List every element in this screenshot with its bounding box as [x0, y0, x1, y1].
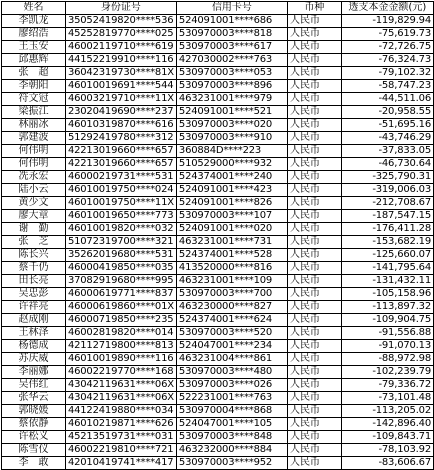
cell-id-number: 46010019820****032 — [65, 223, 176, 236]
cell-currency: 人民币 — [287, 353, 341, 366]
cell-card-number: 463230000****827 — [176, 301, 287, 314]
cell-id-number: 37082919680****995 — [65, 275, 176, 288]
cell-currency: 人民币 — [287, 262, 341, 275]
cell-overdraft-amount: -76,324.73 — [341, 54, 433, 67]
cell-overdraft-amount: -79,336.72 — [341, 379, 433, 392]
cell-currency: 人民币 — [287, 106, 341, 119]
cell-id-number: 43042119631****06X — [65, 392, 176, 405]
cell-name: 廖大章 — [2, 210, 66, 223]
cell-card-number: 530970003****818 — [176, 28, 287, 41]
cell-name: 郭晓媛 — [2, 405, 66, 418]
cell-card-number: 463231001****731 — [176, 236, 287, 249]
table-row — [2, 262, 434, 275]
table-row — [2, 158, 434, 171]
cell-currency: 人民币 — [287, 80, 341, 93]
cell-currency: 人民币 — [287, 249, 341, 262]
table-row — [2, 275, 434, 288]
cell-id-number: 35052419820****536 — [65, 15, 176, 28]
cell-overdraft-amount: -43,746.29 — [341, 132, 433, 145]
cell-name: 赵成刚 — [2, 314, 66, 327]
cell-overdraft-amount: -83,606.67 — [341, 457, 433, 470]
cell-card-number: 524374001****240 — [176, 171, 287, 184]
table-row — [2, 340, 434, 353]
table-row — [2, 431, 434, 444]
cell-name: 郭建波 — [2, 132, 66, 145]
cell-overdraft-amount: -102,239.79 — [341, 366, 433, 379]
table-row — [2, 41, 434, 54]
cell-overdraft-amount: -75,619.73 — [341, 28, 433, 41]
cell-card-number: 530970003****910 — [176, 132, 287, 145]
cell-overdraft-amount: -113,897.32 — [341, 301, 433, 314]
cell-id-number: 43042119631****06X — [65, 379, 176, 392]
cell-overdraft-amount: -72,726.75 — [341, 41, 433, 54]
cell-id-number: 46002219810****721 — [65, 444, 176, 457]
table-row — [2, 28, 434, 41]
cell-currency: 人民币 — [287, 67, 341, 80]
cell-card-number: 530970003****848 — [176, 431, 287, 444]
cell-id-number: 46002819820****014 — [65, 327, 176, 340]
cell-id-number: 44122419880****034 — [65, 405, 176, 418]
cell-overdraft-amount: -51,695.16 — [341, 119, 433, 132]
cell-id-number: 51072319700****321 — [65, 236, 176, 249]
cell-currency: 人民币 — [287, 15, 341, 28]
cell-name: 陈雪仪 — [2, 444, 66, 457]
cell-currency: 人民币 — [287, 93, 341, 106]
table-row — [2, 366, 434, 379]
cell-card-number: 427030002****763 — [176, 54, 287, 67]
cell-currency: 人民币 — [287, 132, 341, 145]
cell-overdraft-amount: -153,682.19 — [341, 236, 433, 249]
cell-name: 王玉安 — [2, 41, 66, 54]
cell-card-number: 360884D****223 — [176, 145, 287, 158]
table-row — [2, 236, 434, 249]
cell-id-number: 23020419690****237 — [65, 106, 176, 119]
cell-id-number: 46000219731****531 — [65, 171, 176, 184]
cell-name: 吴伟红 — [2, 379, 66, 392]
table-row — [2, 54, 434, 67]
table-row — [2, 197, 434, 210]
cell-card-number: 530970003****053 — [176, 67, 287, 80]
cell-id-number: 46010319870****616 — [65, 119, 176, 132]
cell-card-number: 463231004****861 — [176, 353, 287, 366]
cell-currency: 人民币 — [287, 145, 341, 158]
cell-card-number: 530970003****896 — [176, 80, 287, 93]
cell-overdraft-amount: -131,432.11 — [341, 275, 433, 288]
table-row — [2, 171, 434, 184]
cell-currency: 人民币 — [287, 223, 341, 236]
cell-overdraft-amount: -212,708.67 — [341, 197, 433, 210]
cell-overdraft-amount: -73,101.48 — [341, 392, 433, 405]
table-row — [2, 93, 434, 106]
cell-card-number: 524047001****234 — [176, 340, 287, 353]
cell-name: 廖绍浩 — [2, 28, 66, 41]
cell-card-number: 530970003****480 — [176, 366, 287, 379]
cell-id-number: 44152219910****116 — [65, 54, 176, 67]
table-row — [2, 288, 434, 301]
cell-card-number: 524047001****105 — [176, 418, 287, 431]
cell-name: 许祥亮 — [2, 301, 66, 314]
cell-id-number: 46002219770****168 — [65, 366, 176, 379]
table-row — [2, 301, 434, 314]
header-id-number: 身份证号 — [65, 2, 176, 15]
cell-name: 李 敢 — [2, 457, 66, 470]
cell-card-number: 530970003****520 — [176, 327, 287, 340]
cell-overdraft-amount: -109,843.71 — [341, 431, 433, 444]
header-currency: 币种 — [287, 2, 341, 15]
table-row — [2, 379, 434, 392]
table-row — [2, 314, 434, 327]
table-row — [2, 80, 434, 93]
cell-card-number: 524091001****686 — [176, 15, 287, 28]
cell-id-number: 46010019691****544 — [65, 80, 176, 93]
cell-overdraft-amount: -58,747.23 — [341, 80, 433, 93]
cell-overdraft-amount: -142,896.40 — [341, 418, 433, 431]
cell-overdraft-amount: -176,411.28 — [341, 223, 433, 236]
table-row — [2, 119, 434, 132]
cell-name: 张华云 — [2, 392, 66, 405]
cell-id-number: 42112719800****813 — [65, 340, 176, 353]
cell-currency: 人民币 — [287, 327, 341, 340]
cell-currency: 人民币 — [287, 314, 341, 327]
cell-id-number: 35262019680****531 — [65, 249, 176, 262]
cell-name: 何伟明 — [2, 158, 66, 171]
cell-name: 谢 勤 — [2, 223, 66, 236]
table-row — [2, 353, 434, 366]
table-row — [2, 457, 434, 470]
cell-card-number: 530970003****020 — [176, 119, 287, 132]
cell-card-number: 463231001****979 — [176, 93, 287, 106]
cell-card-number: 530970004****868 — [176, 405, 287, 418]
cell-name: 陆小云 — [2, 184, 66, 197]
cell-id-number: 46000619771****837 — [65, 288, 176, 301]
cell-card-number: 524091001****423 — [176, 184, 287, 197]
cell-card-number: 524091001****826 — [176, 197, 287, 210]
cell-name: 王林泽 — [2, 327, 66, 340]
cell-overdraft-amount: -79,102.32 — [341, 67, 433, 80]
cell-name: 陈长兴 — [2, 249, 66, 262]
cell-name: 李凯龙 — [2, 15, 66, 28]
cell-name: 邱惠辉 — [2, 54, 66, 67]
cell-currency: 人民币 — [287, 392, 341, 405]
cell-overdraft-amount: -20,958.55 — [341, 106, 433, 119]
cell-card-number: 530970003****026 — [176, 379, 287, 392]
table-row — [2, 184, 434, 197]
cell-card-number: 530970003****952 — [176, 457, 287, 470]
cell-name: 蔡千仍 — [2, 262, 66, 275]
cell-overdraft-amount: -187,547.15 — [341, 210, 433, 223]
table-row — [2, 210, 434, 223]
cell-overdraft-amount: -109,904.75 — [341, 314, 433, 327]
cell-overdraft-amount: -141,795.64 — [341, 262, 433, 275]
cell-overdraft-amount: -325,790.31 — [341, 171, 433, 184]
cell-id-number: 46010219871****626 — [65, 418, 176, 431]
cell-card-number: 530970003****700 — [176, 288, 287, 301]
table-row — [2, 405, 434, 418]
table-row — [2, 327, 434, 340]
cell-id-number: 46003219710****11X — [65, 93, 176, 106]
cell-id-number: 36042319730****81X — [65, 67, 176, 80]
cell-currency: 人民币 — [287, 171, 341, 184]
cell-card-number: 413520000****816 — [176, 262, 287, 275]
cell-currency: 人民币 — [287, 158, 341, 171]
cell-id-number: 46000619860****01X — [65, 301, 176, 314]
cell-name: 梁振江 — [2, 106, 66, 119]
cell-id-number: 46010019750****024 — [65, 184, 176, 197]
cell-id-number: 42213019660****657 — [65, 145, 176, 158]
table-row — [2, 444, 434, 457]
cell-overdraft-amount: -319,006.03 — [341, 184, 433, 197]
cell-name: 苏庆威 — [2, 353, 66, 366]
cell-currency: 人民币 — [287, 28, 341, 41]
cell-name: 蔡依静 — [2, 418, 66, 431]
table-row — [2, 418, 434, 431]
cell-name: 张 芝 — [2, 236, 66, 249]
cell-currency: 人民币 — [287, 54, 341, 67]
header-overdraft-amount: 透支本金金额(元) — [341, 2, 433, 15]
cell-id-number: 46000419850****035 — [65, 262, 176, 275]
cell-name: 李朝阳 — [2, 80, 66, 93]
cell-currency: 人民币 — [287, 431, 341, 444]
cell-card-number: 463231001****109 — [176, 275, 287, 288]
cell-overdraft-amount: -91,556.88 — [341, 327, 433, 340]
cell-currency: 人民币 — [287, 457, 341, 470]
table-row — [2, 15, 434, 28]
cell-name: 田长亮 — [2, 275, 66, 288]
cell-currency: 人民币 — [287, 418, 341, 431]
cell-name: 黄少文 — [2, 197, 66, 210]
cell-name: 何伟明 — [2, 145, 66, 158]
cell-currency: 人民币 — [287, 405, 341, 418]
cell-overdraft-amount: -125,660.07 — [341, 249, 433, 262]
cell-card-number: 524091001****521 — [176, 106, 287, 119]
cell-overdraft-amount: -105,158.96 — [341, 288, 433, 301]
cell-overdraft-amount: -78,103.92 — [341, 444, 433, 457]
cell-currency: 人民币 — [287, 301, 341, 314]
cell-name: 李丽娜 — [2, 366, 66, 379]
cell-card-number: 524374001****528 — [176, 249, 287, 262]
cell-currency: 人民币 — [287, 236, 341, 249]
cell-currency: 人民币 — [287, 340, 341, 353]
table-row — [2, 132, 434, 145]
cell-name: 许松义 — [2, 431, 66, 444]
cell-id-number: 46010019650****773 — [65, 210, 176, 223]
cell-currency: 人民币 — [287, 288, 341, 301]
table-row — [2, 223, 434, 236]
cell-name: 符文冠 — [2, 93, 66, 106]
cell-name: 林丽冰 — [2, 119, 66, 132]
header-name: 姓名 — [2, 2, 66, 15]
cell-id-number: 51292419780****312 — [65, 132, 176, 145]
cell-id-number: 42213019660****657 — [65, 158, 176, 171]
cell-id-number: 42010419741****417 — [65, 457, 176, 470]
cell-card-number: 463232000****884 — [176, 444, 287, 457]
table-row — [2, 67, 434, 80]
cell-currency: 人民币 — [287, 197, 341, 210]
table-row — [2, 145, 434, 158]
cell-currency: 人民币 — [287, 444, 341, 457]
cell-name: 吴忠彭 — [2, 288, 66, 301]
cell-name: 张 超 — [2, 67, 66, 80]
cell-currency: 人民币 — [287, 275, 341, 288]
cell-overdraft-amount: -37,833.05 — [341, 145, 433, 158]
cell-overdraft-amount: -44,511.06 — [341, 93, 433, 106]
table-row — [2, 106, 434, 119]
cell-id-number: 45213519731****031 — [65, 431, 176, 444]
header-card-number: 信用卡号 — [176, 2, 287, 15]
cell-id-number: 46002119710****619 — [65, 41, 176, 54]
cell-name: 冼永宏 — [2, 171, 66, 184]
cell-card-number: 524091001****020 — [176, 223, 287, 236]
cell-currency: 人民币 — [287, 366, 341, 379]
table-row — [2, 392, 434, 405]
cell-currency: 人民币 — [287, 184, 341, 197]
cell-overdraft-amount: -119,829.94 — [341, 15, 433, 28]
cell-name: 杨德成 — [2, 340, 66, 353]
cell-currency: 人民币 — [287, 41, 341, 54]
cell-id-number: 46010019750****11X — [65, 197, 176, 210]
table-row — [2, 249, 434, 262]
cell-card-number: 510529000****932 — [176, 158, 287, 171]
cell-id-number: 45252819770****025 — [65, 28, 176, 41]
credit-overdraft-table — [1, 1, 434, 470]
cell-card-number: 530970003****617 — [176, 41, 287, 54]
cell-currency: 人民币 — [287, 210, 341, 223]
cell-overdraft-amount: -46,730.64 — [341, 158, 433, 171]
cell-overdraft-amount: -91,070.13 — [341, 340, 433, 353]
cell-overdraft-amount: -88,972.98 — [341, 353, 433, 366]
cell-card-number: 524374001****624 — [176, 314, 287, 327]
cell-id-number: 46000719850****235 — [65, 314, 176, 327]
cell-card-number: 522231001****763 — [176, 392, 287, 405]
cell-card-number: 530970003****107 — [176, 210, 287, 223]
cell-currency: 人民币 — [287, 379, 341, 392]
cell-id-number: 46010019890****116 — [65, 353, 176, 366]
header-row — [2, 2, 434, 15]
cell-currency: 人民币 — [287, 119, 341, 132]
cell-overdraft-amount: -113,205.02 — [341, 405, 433, 418]
